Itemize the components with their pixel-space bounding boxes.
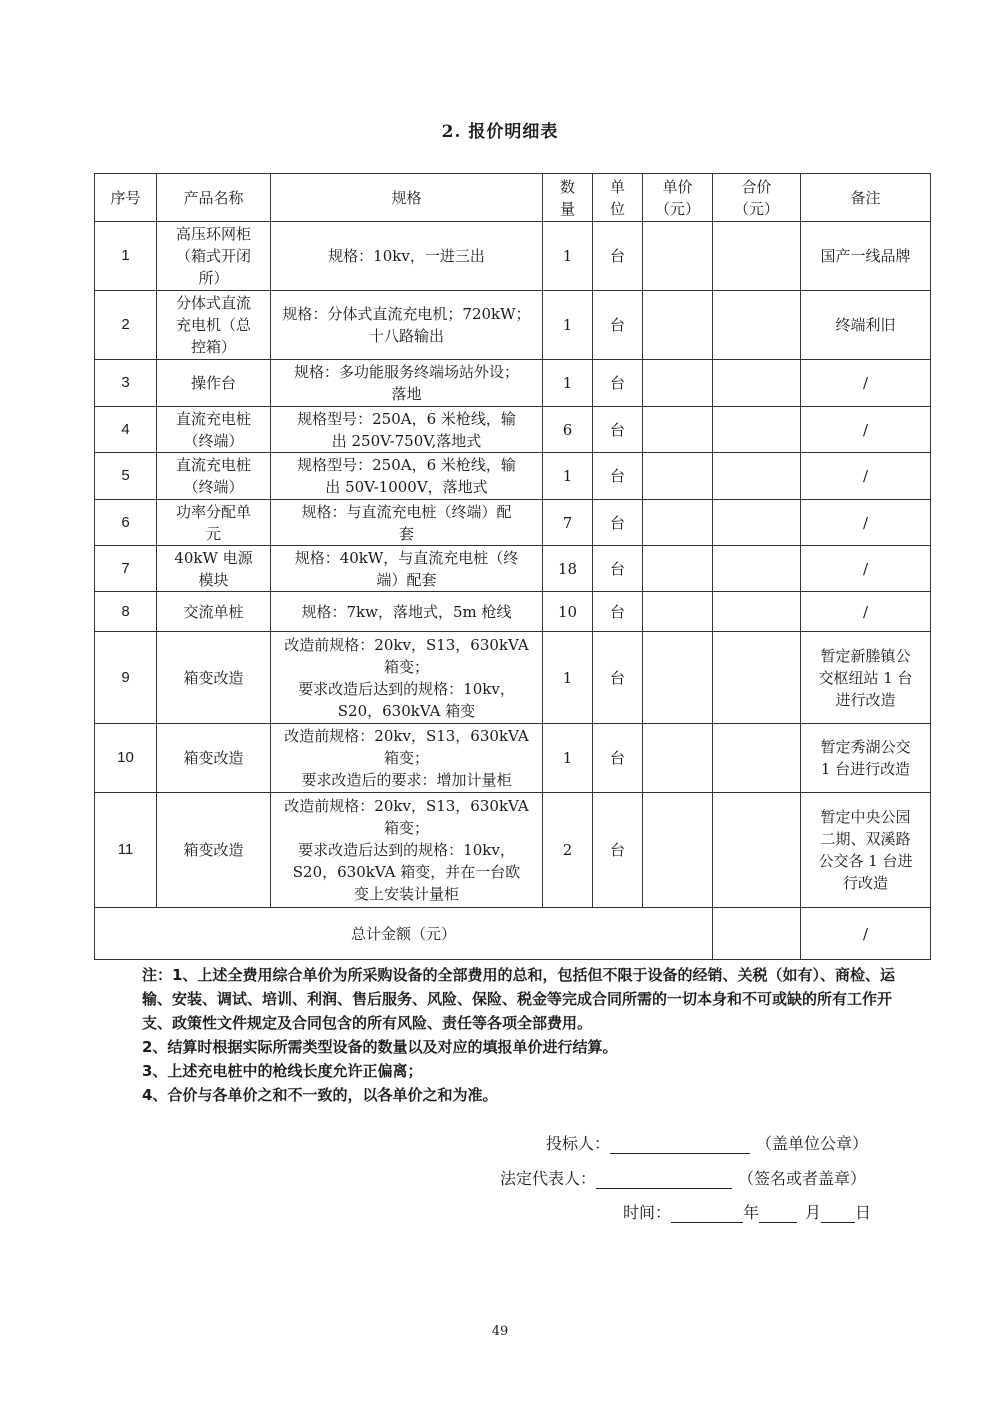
spec-cell: 规格：分体式直流充电机；720kW； 十八路输出 — [271, 291, 543, 360]
unit-cell: 台 — [593, 453, 643, 500]
total-price-cell[interactable] — [713, 546, 801, 592]
row-number-cell: 10 — [95, 724, 157, 793]
total-remark-cell: / — [801, 908, 931, 960]
total-price-cell[interactable] — [713, 222, 801, 291]
spec-cell: 规格：10kv，一进三出 — [271, 222, 543, 291]
product-name-cell: 分体式直流 充电机（总 控箱） — [157, 291, 271, 360]
table-row — [95, 592, 931, 632]
remark-cell: 暂定秀湖公交 1 台进行改造 — [801, 724, 931, 793]
remark-cell: / — [801, 360, 931, 407]
row-number-cell: 1 — [95, 222, 157, 291]
spec-cell: 规格：与直流充电桩（终端）配 套 — [271, 500, 543, 546]
total-price-cell[interactable] — [713, 793, 801, 908]
total-price-cell[interactable] — [713, 724, 801, 793]
product-name-cell: 直流充电桩 （终端） — [157, 453, 271, 500]
header-col-unit: 单 位 — [593, 174, 643, 222]
unit-price-cell[interactable] — [643, 592, 713, 632]
notes-section — [142, 963, 912, 1107]
total-price-cell[interactable] — [713, 360, 801, 407]
remark-cell: / — [801, 453, 931, 500]
header-col-qty: 数 量 — [543, 174, 593, 222]
product-name-cell: 功率分配单 元 — [157, 500, 271, 546]
unit-price-cell[interactable] — [643, 546, 713, 592]
row-number-cell: 6 — [95, 500, 157, 546]
table-row — [95, 500, 931, 546]
unit-price-cell[interactable] — [643, 453, 713, 500]
unit-price-cell[interactable] — [643, 222, 713, 291]
quantity-cell: 1 — [543, 360, 593, 407]
total-row — [95, 908, 931, 960]
total-price-cell[interactable] — [713, 500, 801, 546]
total-price-cell[interactable] — [713, 291, 801, 360]
unit-price-cell[interactable] — [643, 793, 713, 908]
unit-cell: 台 — [593, 500, 643, 546]
quantity-cell: 1 — [543, 291, 593, 360]
quantity-cell: 7 — [543, 500, 593, 546]
unit-price-cell[interactable] — [643, 500, 713, 546]
page-number: 49 — [491, 1324, 509, 1339]
quantity-cell: 18 — [543, 546, 593, 592]
unit-cell: 台 — [593, 360, 643, 407]
row-number-cell: 11 — [95, 793, 157, 908]
unit-cell: 台 — [593, 592, 643, 632]
total-price-cell[interactable] — [713, 453, 801, 500]
unit-cell: 台 — [593, 546, 643, 592]
product-name-cell: 直流充电桩 （终端） — [157, 407, 271, 453]
remark-cell: 暂定中央公园 二期、双溪路 公交各 1 台进 行改造 — [801, 793, 931, 908]
header-col-total-price: 合价 （元） — [713, 174, 801, 222]
bidder-line — [546, 1131, 868, 1154]
row-number-cell: 4 — [95, 407, 157, 453]
remark-cell: / — [801, 592, 931, 632]
remark-cell: 暂定新塍镇公 交枢纽站 1 台 进行改造 — [801, 632, 931, 724]
representative-note: （签名或者盖章） — [738, 1169, 867, 1188]
month-blank[interactable] — [759, 1206, 797, 1223]
representative-blank[interactable] — [596, 1172, 732, 1189]
product-name-cell: 操作台 — [157, 360, 271, 407]
table-row — [95, 546, 931, 592]
quantity-cell: 1 — [543, 453, 593, 500]
unit-price-cell[interactable] — [643, 407, 713, 453]
unit-price-cell[interactable] — [643, 291, 713, 360]
month-label: 月 — [805, 1203, 822, 1222]
total-price-cell[interactable] — [713, 632, 801, 724]
table-row — [95, 360, 931, 407]
remark-cell: 国产一线品牌 — [801, 222, 931, 291]
row-number-cell: 9 — [95, 632, 157, 724]
row-number-cell: 8 — [95, 592, 157, 632]
product-name-cell: 箱变改造 — [157, 632, 271, 724]
unit-cell: 台 — [593, 407, 643, 453]
bidder-blank[interactable] — [610, 1137, 750, 1154]
product-name-cell: 40kW 电源 模块 — [157, 546, 271, 592]
representative-label: 法定代表人： — [500, 1169, 597, 1188]
representative-line — [500, 1166, 866, 1189]
spec-cell: 规格型号：250A，6 米枪线，输 出 50V-1000V，落地式 — [271, 453, 543, 500]
total-price-cell[interactable] — [713, 592, 801, 632]
unit-cell: 台 — [593, 632, 643, 724]
header-col-product-name: 产品名称 — [157, 174, 271, 222]
table-row — [95, 407, 931, 453]
product-name-cell: 交流单桩 — [157, 592, 271, 632]
quantity-cell: 6 — [543, 407, 593, 453]
spec-cell: 规格：多功能服务终端场站外设； 落地 — [271, 360, 543, 407]
spec-cell: 改造前规格：20kv，S13，630kVA 箱变； 要求改造后达到的规格：10kv， S20，630kVA 箱变，并在一台欧 变上安装计量柜 — [271, 793, 543, 908]
note-4: 4、合价与各单价之和不一致的，以各单价之和为准。 — [142, 1086, 498, 1104]
quantity-cell: 2 — [543, 793, 593, 908]
total-label: 总计金额（元） — [95, 908, 713, 960]
spec-cell: 规格：40kW，与直流充电桩（终 端）配套 — [271, 546, 543, 592]
row-number-cell: 3 — [95, 360, 157, 407]
page-title: 2. 报价明细表 — [441, 122, 559, 142]
quantity-cell: 1 — [543, 222, 593, 291]
bidder-note: （盖单位公章） — [756, 1134, 869, 1153]
remark-cell: / — [801, 407, 931, 453]
unit-cell: 台 — [593, 291, 643, 360]
remark-cell: / — [801, 500, 931, 546]
table-row — [95, 793, 931, 908]
product-name-cell: 箱变改造 — [157, 793, 271, 908]
header-col-spec: 规格 — [271, 174, 543, 222]
day-blank[interactable] — [821, 1206, 855, 1223]
table-body — [95, 222, 931, 960]
bidder-label: 投标人： — [546, 1134, 611, 1153]
day-label: 日 — [855, 1203, 872, 1222]
header-col-no: 序号 — [95, 174, 157, 222]
date-line — [623, 1200, 871, 1223]
unit-cell: 台 — [593, 793, 643, 908]
quantity-cell: 10 — [543, 592, 593, 632]
row-number-cell: 5 — [95, 453, 157, 500]
total-amount-cell[interactable] — [713, 908, 801, 960]
table-row — [95, 453, 931, 500]
date-label: 时间： — [623, 1203, 672, 1222]
table-row — [95, 724, 931, 793]
table-row — [95, 222, 931, 291]
year-blank[interactable] — [671, 1206, 743, 1223]
note-1: 注：1、上述全费用综合单价为所采购设备的全部费用的总和，包括但不限于设备的经销、关税（如有）、商检、运输、安装、调试、培训、利润、售后服务、风险、保险、税金等完成合同所需的一切本身和不可或缺的所有工作开支、政策性文件规定及合同包含的所有风险、责任等各项全部费用。 — [142, 966, 895, 1032]
row-number-cell: 2 — [95, 291, 157, 360]
unit-cell: 台 — [593, 724, 643, 793]
year-label: 年 — [743, 1203, 760, 1222]
unit-price-cell[interactable] — [643, 724, 713, 793]
product-name-cell: 箱变改造 — [157, 724, 271, 793]
header-col-remark: 备注 — [801, 174, 931, 222]
table-header-row — [95, 174, 931, 222]
product-name-cell: 高压环网柜 （箱式开闭 所） — [157, 222, 271, 291]
table-row — [95, 291, 931, 360]
unit-cell: 台 — [593, 222, 643, 291]
row-number-cell: 7 — [95, 546, 157, 592]
quote-table — [94, 173, 931, 960]
note-2: 2、结算时根据实际所需类型设备的数量以及对应的填报单价进行结算。 — [142, 1038, 618, 1056]
spec-cell: 规格：7kw，落地式，5m 枪线 — [271, 592, 543, 632]
remark-cell: 终端利旧 — [801, 291, 931, 360]
quantity-cell: 1 — [543, 632, 593, 724]
spec-cell: 规格型号：250A，6 米枪线，输 出 250V-750V,落地式 — [271, 407, 543, 453]
spec-cell: 改造前规格：20kv，S13，630kVA 箱变； 要求改造后达到的规格：10kv， S20，630kVA 箱变 — [271, 632, 543, 724]
note-3: 3、上述充电桩中的枪线长度允许正偏离； — [142, 1062, 423, 1080]
unit-price-cell[interactable] — [643, 632, 713, 724]
table-row — [95, 632, 931, 724]
header-col-unit-price: 单价 （元） — [643, 174, 713, 222]
total-price-cell[interactable] — [713, 407, 801, 453]
quantity-cell: 1 — [543, 724, 593, 793]
spec-cell: 改造前规格：20kv，S13，630kVA 箱变； 要求改造后的要求：增加计量柜 — [271, 724, 543, 793]
unit-price-cell[interactable] — [643, 360, 713, 407]
remark-cell: / — [801, 546, 931, 592]
